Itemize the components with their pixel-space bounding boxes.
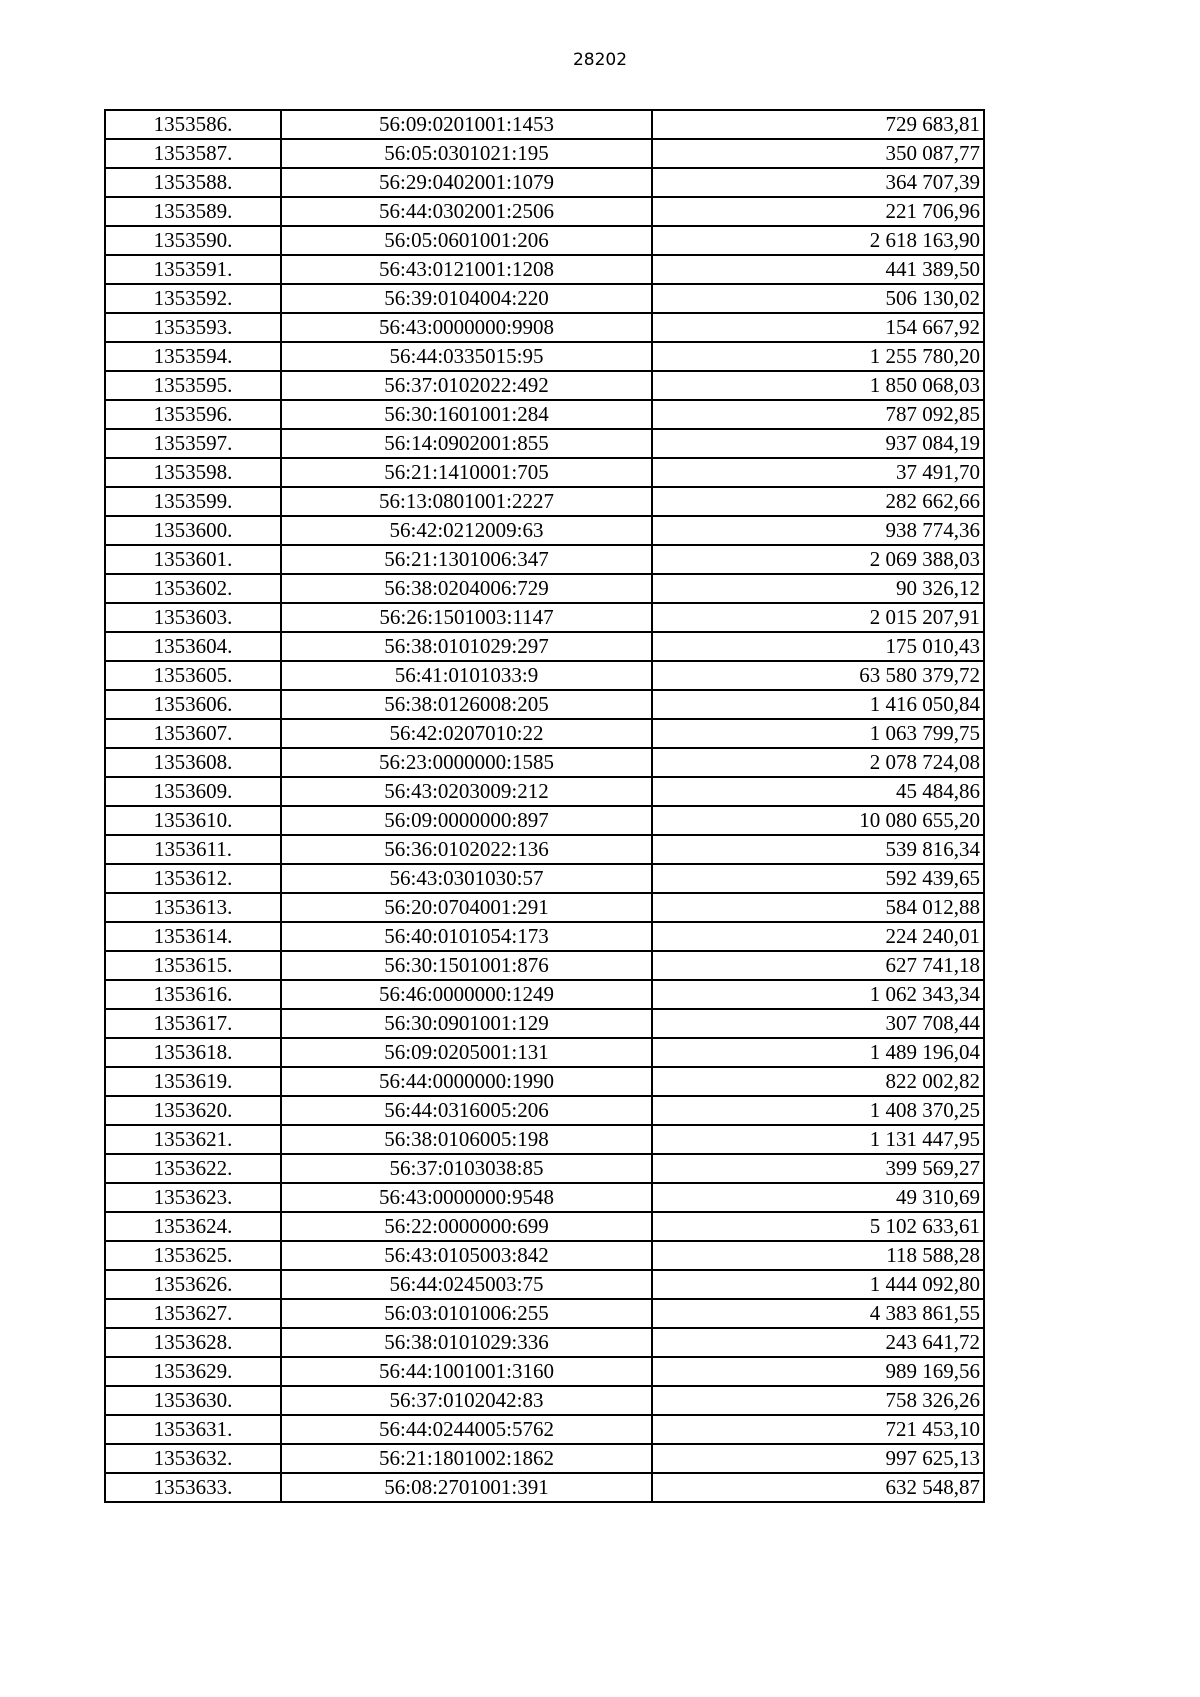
cadastral-number-cell: 56:30:1501001:876 [281,951,652,980]
cadastral-number-cell: 56:38:0101029:297 [281,632,652,661]
value-cell: 1 063 799,75 [652,719,984,748]
value-cell: 399 569,27 [652,1154,984,1183]
cadastral-number-cell: 56:44:0335015:95 [281,342,652,371]
cadastral-number-cell: 56:44:0000000:1990 [281,1067,652,1096]
table-row [105,197,984,226]
cadastral-number-cell: 56:38:0101029:336 [281,1328,652,1357]
value-cell: 1 255 780,20 [652,342,984,371]
cadastral-number-cell: 56:29:0402001:1079 [281,168,652,197]
row-number-cell: 1353593. [105,313,281,342]
table-row [105,1473,984,1502]
table-row [105,313,984,342]
row-number-cell: 1353626. [105,1270,281,1299]
row-number-cell: 1353608. [105,748,281,777]
value-cell: 2 618 163,90 [652,226,984,255]
cadastral-number-cell: 56:37:0103038:85 [281,1154,652,1183]
cadastral-number-cell: 56:21:1801002:1862 [281,1444,652,1473]
cadastral-number-cell: 56:40:0101054:173 [281,922,652,951]
value-cell: 45 484,86 [652,777,984,806]
cadastral-number-cell: 56:26:1501003:1147 [281,603,652,632]
cadastral-number-cell: 56:22:0000000:699 [281,1212,652,1241]
value-cell: 997 625,13 [652,1444,984,1473]
cadastral-number-cell: 56:21:1301006:347 [281,545,652,574]
table-row [105,1154,984,1183]
cadastral-number-cell: 56:43:0203009:212 [281,777,652,806]
value-cell: 5 102 633,61 [652,1212,984,1241]
value-cell: 224 240,01 [652,922,984,951]
table-row [105,748,984,777]
table-row [105,487,984,516]
row-number-cell: 1353607. [105,719,281,748]
table-row [105,777,984,806]
value-cell: 2 069 388,03 [652,545,984,574]
row-number-cell: 1353625. [105,1241,281,1270]
row-number-cell: 1353619. [105,1067,281,1096]
row-number-cell: 1353610. [105,806,281,835]
value-cell: 937 084,19 [652,429,984,458]
cadastral-number-cell: 56:43:0121001:1208 [281,255,652,284]
value-cell: 938 774,36 [652,516,984,545]
cadastral-number-cell: 56:44:0316005:206 [281,1096,652,1125]
row-number-cell: 1353600. [105,516,281,545]
row-number-cell: 1353596. [105,400,281,429]
table-row [105,400,984,429]
value-cell: 441 389,50 [652,255,984,284]
cadastral-number-cell: 56:44:1001001:3160 [281,1357,652,1386]
cadastral-number-cell: 56:36:0102022:136 [281,835,652,864]
value-cell: 787 092,85 [652,400,984,429]
row-number-cell: 1353603. [105,603,281,632]
value-cell: 1 131 447,95 [652,1125,984,1154]
row-number-cell: 1353592. [105,284,281,313]
cadastral-number-cell: 56:23:0000000:1585 [281,748,652,777]
cadastral-number-cell: 56:42:0212009:63 [281,516,652,545]
value-cell: 90 326,12 [652,574,984,603]
row-number-cell: 1353588. [105,168,281,197]
cadastral-number-cell: 56:44:0245003:75 [281,1270,652,1299]
cadastral-number-cell: 56:46:0000000:1249 [281,980,652,1009]
row-number-cell: 1353613. [105,893,281,922]
value-cell: 4 383 861,55 [652,1299,984,1328]
table-row [105,1241,984,1270]
value-cell: 243 641,72 [652,1328,984,1357]
value-cell: 1 062 343,34 [652,980,984,1009]
cadastral-number-cell: 56:44:0244005:5762 [281,1415,652,1444]
table-row [105,1038,984,1067]
row-number-cell: 1353598. [105,458,281,487]
table-row [105,1009,984,1038]
table-row [105,1328,984,1357]
table-row [105,1212,984,1241]
row-number-cell: 1353604. [105,632,281,661]
row-number-cell: 1353594. [105,342,281,371]
cadastral-number-cell: 56:44:0302001:2506 [281,197,652,226]
value-cell: 632 548,87 [652,1473,984,1502]
table-row [105,719,984,748]
table-row [105,371,984,400]
cadastral-number-cell: 56:13:0801001:2227 [281,487,652,516]
table-row [105,168,984,197]
cadastral-number-cell: 56:30:0901001:129 [281,1009,652,1038]
table-row [105,980,984,1009]
row-number-cell: 1353627. [105,1299,281,1328]
value-cell: 729 683,81 [652,110,984,139]
row-number-cell: 1353591. [105,255,281,284]
value-cell: 282 662,66 [652,487,984,516]
cadastral-number-cell: 56:43:0105003:842 [281,1241,652,1270]
row-number-cell: 1353633. [105,1473,281,1502]
table-row [105,1299,984,1328]
value-cell: 49 310,69 [652,1183,984,1212]
table-row [105,603,984,632]
row-number-cell: 1353620. [105,1096,281,1125]
value-cell: 154 667,92 [652,313,984,342]
table-row [105,255,984,284]
cadastral-number-cell: 56:05:0601001:206 [281,226,652,255]
table-row [105,1357,984,1386]
table-row [105,835,984,864]
cadastral-number-cell: 56:39:0104004:220 [281,284,652,313]
cadastral-number-cell: 56:38:0204006:729 [281,574,652,603]
value-cell: 2 078 724,08 [652,748,984,777]
cadastral-number-cell: 56:43:0000000:9908 [281,313,652,342]
table-row [105,1386,984,1415]
table-row [105,1270,984,1299]
row-number-cell: 1353629. [105,1357,281,1386]
row-number-cell: 1353586. [105,110,281,139]
row-number-cell: 1353624. [105,1212,281,1241]
row-number-cell: 1353623. [105,1183,281,1212]
cadastral-number-cell: 56:21:1410001:705 [281,458,652,487]
table-row [105,545,984,574]
table-row [105,1415,984,1444]
table-row [105,516,984,545]
row-number-cell: 1353606. [105,690,281,719]
cadastral-number-cell: 56:05:0301021:195 [281,139,652,168]
value-cell: 364 707,39 [652,168,984,197]
row-number-cell: 1353622. [105,1154,281,1183]
table-row [105,429,984,458]
cadastral-number-cell: 56:09:0205001:131 [281,1038,652,1067]
row-number-cell: 1353618. [105,1038,281,1067]
table-row [105,661,984,690]
table-body [105,110,984,1502]
cadastral-number-cell: 56:20:0704001:291 [281,893,652,922]
value-cell: 592 439,65 [652,864,984,893]
row-number-cell: 1353631. [105,1415,281,1444]
row-number-cell: 1353599. [105,487,281,516]
row-number-cell: 1353595. [105,371,281,400]
value-cell: 118 588,28 [652,1241,984,1270]
value-cell: 175 010,43 [652,632,984,661]
table-row [105,864,984,893]
row-number-cell: 1353632. [105,1444,281,1473]
table-row [105,139,984,168]
row-number-cell: 1353630. [105,1386,281,1415]
value-cell: 539 816,34 [652,835,984,864]
table-row [105,690,984,719]
table-row [105,1096,984,1125]
cadastral-number-cell: 56:09:0000000:897 [281,806,652,835]
table-row [105,806,984,835]
cadastral-number-cell: 56:37:0102022:492 [281,371,652,400]
row-number-cell: 1353597. [105,429,281,458]
value-cell: 721 453,10 [652,1415,984,1444]
table-row [105,1067,984,1096]
row-number-cell: 1353590. [105,226,281,255]
row-number-cell: 1353615. [105,951,281,980]
table-row [105,226,984,255]
value-cell: 1 416 050,84 [652,690,984,719]
table-row [105,922,984,951]
value-cell: 350 087,77 [652,139,984,168]
cadastral-number-cell: 56:30:1601001:284 [281,400,652,429]
table-row [105,632,984,661]
row-number-cell: 1353611. [105,835,281,864]
page-number: 28202 [572,50,628,70]
value-cell: 1 408 370,25 [652,1096,984,1125]
table-row [105,342,984,371]
table-row [105,893,984,922]
table-row [105,951,984,980]
table-row [105,1125,984,1154]
value-cell: 989 169,56 [652,1357,984,1386]
registry-table [104,109,985,1503]
table-row [105,284,984,313]
table-row [105,458,984,487]
value-cell: 37 491,70 [652,458,984,487]
cadastral-number-cell: 56:03:0101006:255 [281,1299,652,1328]
value-cell: 2 015 207,91 [652,603,984,632]
cadastral-number-cell: 56:43:0301030:57 [281,864,652,893]
value-cell: 307 708,44 [652,1009,984,1038]
row-number-cell: 1353614. [105,922,281,951]
value-cell: 822 002,82 [652,1067,984,1096]
value-cell: 63 580 379,72 [652,661,984,690]
table-row [105,110,984,139]
value-cell: 1 489 196,04 [652,1038,984,1067]
row-number-cell: 1353605. [105,661,281,690]
cadastral-number-cell: 56:37:0102042:83 [281,1386,652,1415]
cadastral-number-cell: 56:14:0902001:855 [281,429,652,458]
value-cell: 584 012,88 [652,893,984,922]
value-cell: 221 706,96 [652,197,984,226]
cadastral-number-cell: 56:38:0106005:198 [281,1125,652,1154]
cadastral-number-cell: 56:43:0000000:9548 [281,1183,652,1212]
row-number-cell: 1353612. [105,864,281,893]
cadastral-number-cell: 56:08:2701001:391 [281,1473,652,1502]
cadastral-number-cell: 56:38:0126008:205 [281,690,652,719]
row-number-cell: 1353616. [105,980,281,1009]
row-number-cell: 1353601. [105,545,281,574]
table-row [105,574,984,603]
table-row [105,1444,984,1473]
row-number-cell: 1353589. [105,197,281,226]
value-cell: 506 130,02 [652,284,984,313]
table-row [105,1183,984,1212]
row-number-cell: 1353587. [105,139,281,168]
row-number-cell: 1353617. [105,1009,281,1038]
value-cell: 758 326,26 [652,1386,984,1415]
cadastral-number-cell: 56:42:0207010:22 [281,719,652,748]
row-number-cell: 1353602. [105,574,281,603]
value-cell: 10 080 655,20 [652,806,984,835]
row-number-cell: 1353628. [105,1328,281,1357]
cadastral-number-cell: 56:41:0101033:9 [281,661,652,690]
value-cell: 627 741,18 [652,951,984,980]
row-number-cell: 1353621. [105,1125,281,1154]
value-cell: 1 444 092,80 [652,1270,984,1299]
row-number-cell: 1353609. [105,777,281,806]
cadastral-number-cell: 56:09:0201001:1453 [281,110,652,139]
value-cell: 1 850 068,03 [652,371,984,400]
